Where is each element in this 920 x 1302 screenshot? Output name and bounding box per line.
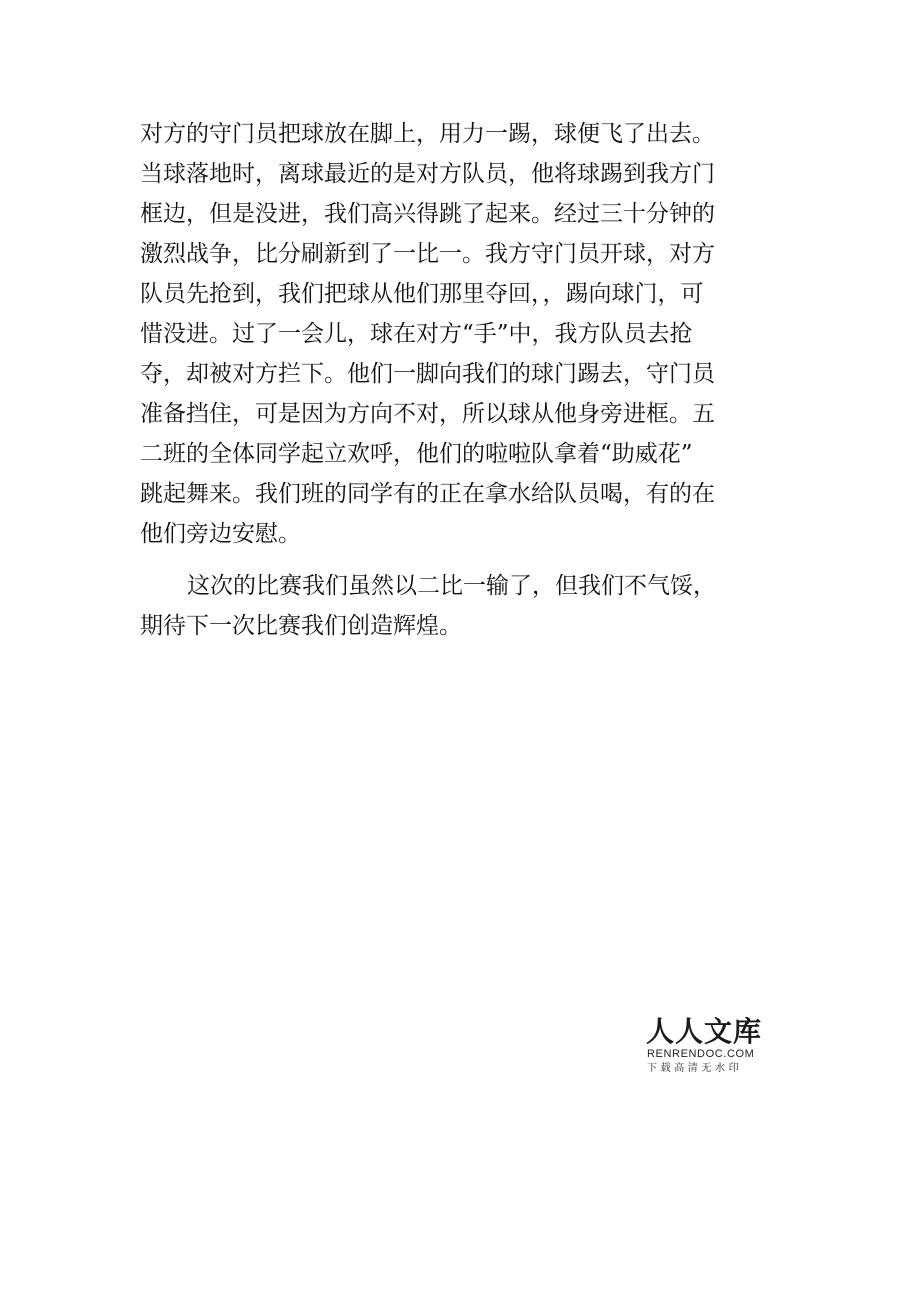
text-line: 准备挡住，可是因为方向不对，所以球从他身旁进框。五 xyxy=(140,401,715,427)
document-body xyxy=(140,114,760,646)
text-line: 期待下一次比赛我们创造辉煌。 xyxy=(140,613,462,639)
text-line: 激烈战争，比分刷新到了一比一。我方守门员开球，对方 xyxy=(140,241,715,267)
text-line: 框边，但是没进，我们高兴得跳了起来。经过三十分钟的 xyxy=(140,201,715,227)
text-line: 惜没进。过了一会儿，球在对方“手”中，我方队员去抢 xyxy=(140,321,693,347)
text-line: 他们旁边安慰。 xyxy=(140,521,301,547)
text-line: 这次的比赛我们虽然以二比一输了，但我们不气馁， xyxy=(187,573,716,599)
text-line: 队员先抢到，我们把球从他们那里夺回，，踢向球门，可 xyxy=(140,281,704,307)
text-line: 当球落地时，离球最近的是对方队员，他将球踢到我方门 xyxy=(140,161,715,187)
watermark-tagline: 下载高清无水印 xyxy=(647,1063,743,1074)
watermark-logo xyxy=(646,1016,776,1080)
watermark-domain: RENRENDOC.COM xyxy=(647,1048,755,1060)
watermark-title: 人人文库 xyxy=(646,1015,763,1048)
text-line: 跳起舞来。我们班的同学有的正在拿水给队员喝，有的在 xyxy=(140,481,715,507)
paragraph-spacer xyxy=(140,554,760,566)
paragraph-2 xyxy=(140,566,760,646)
text-line: 二班的全体同学起立欢呼，他们的啦啦队拿着“助威花” xyxy=(140,441,693,467)
paragraph-1 xyxy=(140,114,760,554)
text-line: 对方的守门员把球放在脚上，用力一踢，球便飞了出去。 xyxy=(140,121,715,147)
text-line: 夺，却被对方拦下。他们一脚向我们的球门踢去，守门员 xyxy=(140,361,715,387)
